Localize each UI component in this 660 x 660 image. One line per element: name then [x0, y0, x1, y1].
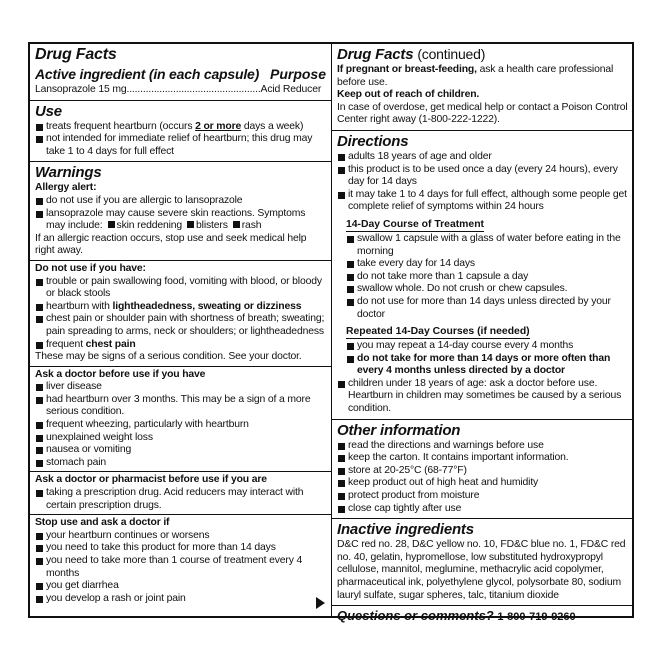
ask-pharmacist-subsection	[30, 471, 331, 512]
questions-phone: 1-800-719-9260	[497, 611, 576, 624]
stop-item-5: you develop a rash or joint pain	[35, 593, 326, 606]
inactive-ingredients-text: D&C red no. 28, D&C yellow no. 10, FD&C blue no. 1, FD&C red no. 40, gelatin, hypromellose, low substituted hydroxypropyl cellulose, mannitol, meglumine, methacrylic acid copolymer, pharmaceutical ink, polyethylene glycol, polysorbate 80, sodium lauryl sulfate, sugar spheres, talc, titanium dioxide	[337, 539, 626, 601]
do-not-use-subsection	[30, 260, 331, 364]
dnu-item-2: heartburn with lightheadedness, sweating or dizziness	[35, 301, 326, 314]
use-item-1: treats frequent heartburn (occurs 2 or more days a week)	[35, 121, 326, 134]
ask-item-3: frequent wheezing, particularly with heartburn	[35, 419, 326, 432]
stop-item-3: you need to take more than 1 course of treatment every 4 months	[35, 555, 326, 580]
other-item-2: keep the carton. It contains important information.	[337, 452, 629, 465]
ask-item-1: liver disease	[35, 381, 326, 394]
use-item-2: not intended for immediate relief of heartburn; this drug may take 1 to 4 days for full effect	[35, 133, 326, 158]
warnings-section	[30, 162, 331, 608]
pharm-item-1: taking a prescription drug. Acid reducers may interact with certain prescription drugs.	[35, 487, 326, 512]
course-item-1: swallow 1 capsule with a glass of water before eating in the morning	[346, 233, 629, 258]
warnings-title: Warnings	[35, 164, 102, 182]
course-item-4: swallow whole. Do not crush or chew capsules.	[346, 283, 629, 296]
course-item-5: do not use for more than 14 days unless directed by your doctor	[346, 296, 629, 321]
stop-item-4: you get diarrhea	[35, 580, 326, 593]
ask-item-6: stomach pain	[35, 457, 326, 470]
repeat-item-2: do not take for more than 14 days or more often than every 4 months unless directed by a doctor	[346, 353, 629, 378]
questions-title: Questions or comments?	[337, 608, 494, 624]
other-item-3: store at 20-25°C (68-77°F)	[337, 465, 629, 478]
allergy-item-1: do not use if you are allergic to lansoprazole	[35, 195, 326, 208]
use-title: Use	[35, 102, 62, 120]
allergy-text: If an allergic reaction occurs, stop use and seek medical help right away.	[35, 232, 307, 257]
do-not-use-heading: Do not use if you have:	[35, 262, 146, 274]
course-heading: 14-Day Course of Treatment	[346, 218, 485, 230]
direction-item-1: adults 18 years of age and older	[337, 151, 629, 164]
drug-facts-title: Drug Facts	[35, 46, 117, 63]
left-column	[30, 44, 331, 616]
dnu-item-4: frequent chest pain	[35, 339, 326, 352]
pregnancy-text: If pregnant or breast-feeding, ask a health care professional before use.	[337, 64, 614, 88]
stop-use-subsection	[30, 514, 331, 605]
inactive-ingredients-section	[332, 519, 634, 606]
inactive-ingredients-title: Inactive ingredients	[337, 521, 474, 539]
active-ingredient-line: Lansoprazole 15 mg.................................................Acid Reducer	[35, 84, 322, 95]
other-information-section	[332, 420, 634, 520]
questions-section	[332, 606, 634, 626]
direction-item-3: it may take 1 to 4 days for full effect, although some people get complete relief of symptoms within 24 hours	[337, 189, 629, 214]
ask-pharmacist-heading: Ask a doctor or pharmacist before use if you are	[35, 474, 267, 486]
stop-use-heading: Stop use and ask a doctor if	[35, 517, 170, 529]
active-ingredient-section	[30, 44, 331, 101]
other-item-4: keep product out of high heat and humidity	[337, 477, 629, 490]
allergy-alert-heading: Allergy alert:	[35, 182, 97, 194]
directions-title: Directions	[337, 132, 409, 150]
course-item-2: take every day for 14 days	[346, 258, 629, 271]
allergy-item-2: lansoprazole may cause severe skin reactions. Symptoms may include: skin reddening blisters rash	[35, 208, 326, 233]
use-section	[30, 101, 331, 163]
other-item-1: read the directions and warnings before use	[337, 440, 629, 453]
other-information-title: Other information	[337, 421, 461, 439]
active-heading-row	[35, 65, 326, 84]
drug-facts-continued-title: Drug Facts (continued)	[337, 46, 486, 63]
dnu-text: These may be signs of a serious condition. See your doctor.	[35, 351, 302, 363]
ask-doctor-heading: Ask a doctor before use if you have	[35, 368, 206, 380]
ask-item-4: unexplained weight loss	[35, 432, 326, 445]
dnu-item-1: trouble or pain swallowing food, vomiting with blood, or bloody or black stools	[35, 276, 326, 301]
drug-facts-panel	[28, 42, 634, 624]
other-item-5: protect product from moisture	[337, 490, 629, 503]
dnu-item-3: chest pain or shoulder pain with shortness of breath; sweating; pain spreading to arms, neck or shoulders; or lightheadedness	[35, 313, 326, 338]
course-item-3: do not take more than 1 capsule a day	[346, 271, 629, 284]
continue-arrow-icon	[316, 597, 325, 609]
ask-item-5: nausea or vomiting	[35, 444, 326, 457]
children-item: children under 18 years of age: ask a doctor before use. Heartburn in children may sometimes be caused by a serious condition.	[337, 378, 629, 416]
active-ingredient-heading: Active ingredient (in each capsule)	[35, 66, 260, 82]
other-item-6: close cap tightly after use	[337, 503, 629, 516]
repeat-item-1: you may repeat a 14-day course every 4 months	[346, 340, 629, 353]
stop-item-2: you need to take this product for more than 14 days	[35, 542, 326, 555]
direction-item-2: this product is to be used once a day (every 24 hours), every day for 14 days	[337, 164, 629, 189]
right-column	[332, 44, 634, 624]
pregnancy-section	[332, 44, 634, 131]
repeat-course-heading: Repeated 14-Day Courses (if needed)	[346, 326, 530, 338]
overdose-text: In case of overdose, get medical help or contact a Poison Control Center right away (1-800-222-1222).	[337, 101, 628, 126]
directions-section	[332, 131, 634, 420]
ask-doctor-subsection	[30, 366, 331, 470]
keep-out-heading: Keep out of reach of children.	[337, 89, 480, 101]
stop-item-1: your heartburn continues or worsens	[35, 530, 326, 543]
purpose-heading: Purpose	[269, 66, 326, 82]
ask-item-2: had heartburn over 3 months. This may be a sign of a more serious condition.	[35, 394, 326, 419]
